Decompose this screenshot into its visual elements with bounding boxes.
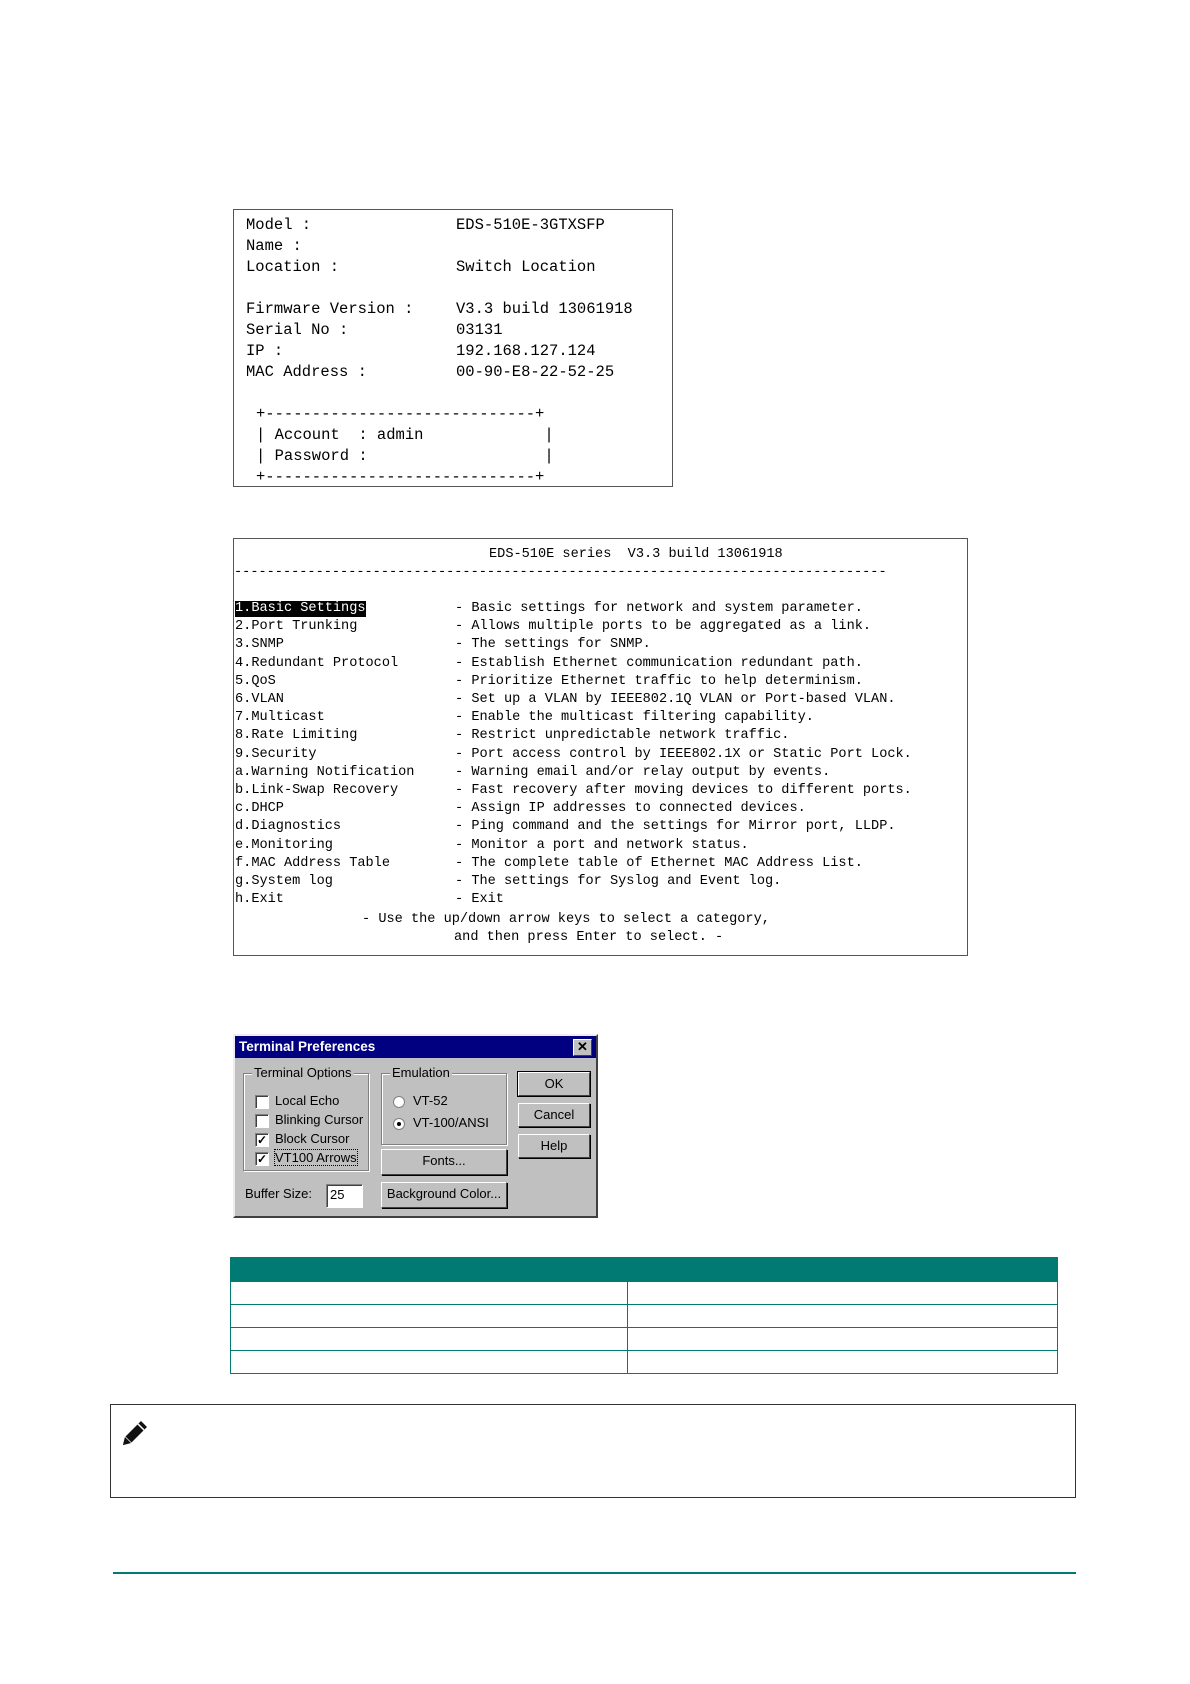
menu-item-description: - Port access control by IEEE802.1X or Static Port Lock. (455, 746, 912, 762)
table-row (231, 1328, 1058, 1351)
local-echo-label: Local Echo (275, 1093, 340, 1108)
menu-item-label[interactable]: 8.Rate Limiting (235, 728, 358, 744)
settings-table (230, 1257, 1058, 1374)
ok-button[interactable]: OK (518, 1072, 590, 1096)
menu-item-description: - Allows multiple ports to be aggregated as a link. (455, 619, 872, 635)
model-value: EDS-510E-3GTXSFP (456, 216, 605, 234)
table-cell (231, 1328, 628, 1351)
table-cell (628, 1328, 1058, 1351)
name-label: Name : (246, 237, 302, 255)
fonts-button[interactable]: Fonts... (381, 1149, 507, 1175)
blinking-cursor-checkbox[interactable] (255, 1114, 269, 1128)
table-header-row (231, 1258, 1058, 1282)
menu-item-label[interactable]: 4.Redundant Protocol (235, 655, 399, 671)
buffer-size-input[interactable]: 25 (326, 1184, 363, 1208)
footer-rule (113, 1572, 1076, 1574)
menu-footer-line-1: - Use the up/down arrow keys to select a category, (362, 912, 770, 927)
menu-item-description: - Monitor a port and network status. (455, 837, 749, 853)
menu-item-label[interactable]: d.Diagnostics (235, 819, 342, 835)
help-button[interactable]: Help (518, 1134, 590, 1158)
menu-item-description: - Set up a VLAN by IEEE802.1Q VLAN or Port-based VLAN. (455, 692, 896, 707)
vt100-label: VT-100/ANSI (413, 1115, 489, 1130)
account-line: | Account : admin | (256, 426, 554, 444)
firmware-label: Firmware Version : (246, 300, 414, 318)
menu-item-description: - Ping command and the settings for Mirror port, LLDP. (455, 819, 896, 835)
cancel-button[interactable]: Cancel (518, 1103, 590, 1127)
menu-item-description: - The complete table of Ethernet MAC Address List. (455, 855, 863, 871)
menu-item-label[interactable]: h.Exit (235, 892, 284, 908)
menu-item-description: - Basic settings for network and system parameter. (455, 601, 863, 616)
table-cell (628, 1305, 1058, 1328)
ip-value: 192.168.127.124 (456, 342, 596, 360)
menu-item-description: - Fast recovery after moving devices to different ports. (455, 783, 912, 798)
menu-item-description: - Establish Ethernet communication redundant path. (455, 655, 863, 671)
menu-item-label[interactable]: c.DHCP (235, 801, 284, 817)
vt100-arrows-label: VT100 Arrows (275, 1150, 357, 1165)
menu-separator: -------------------------------------------------------------------------------- (234, 565, 887, 580)
menu-item-description: - Exit (455, 892, 504, 908)
firmware-value: V3.3 build 13061918 (456, 300, 633, 318)
local-echo-checkbox[interactable] (255, 1095, 269, 1109)
table-cell (628, 1282, 1058, 1305)
dialog-title: Terminal Preferences (235, 1036, 596, 1058)
terminal-preferences-dialog (233, 1034, 598, 1218)
menu-item-description: - Enable the multicast filtering capability. (455, 710, 814, 726)
menu-item-label[interactable]: g.System log (235, 874, 333, 889)
close-icon[interactable]: ✕ (573, 1039, 592, 1056)
serial-label: Serial No : (246, 321, 349, 339)
table-header-cell (231, 1258, 628, 1282)
location-label: Location : (246, 258, 340, 276)
login-screen-screenshot (233, 209, 673, 487)
location-value: Switch Location (456, 258, 596, 276)
table-row (231, 1351, 1058, 1374)
background-color-button[interactable]: Background Color... (381, 1182, 507, 1208)
pencil-icon (117, 1415, 153, 1451)
emulation-label: Emulation (392, 1065, 450, 1080)
menu-item-label[interactable]: b.Link-Swap Recovery (235, 783, 399, 798)
table-cell (628, 1351, 1058, 1374)
menu-item-label[interactable]: 2.Port Trunking (235, 619, 358, 635)
menu-item-description: - Prioritize Ethernet traffic to help determinism. (455, 673, 863, 689)
menu-item-label[interactable]: 7.Multicast (235, 710, 325, 726)
vt100-radio[interactable] (393, 1118, 405, 1130)
note-box (110, 1404, 1076, 1498)
table-header-cell (628, 1258, 1058, 1282)
model-label: Model : (246, 216, 312, 234)
menu-item-label[interactable]: 1.Basic Settings (235, 601, 366, 616)
menu-item-description: - Warning email and/or relay output by events. (455, 764, 831, 780)
menu-item-label[interactable]: 6.VLAN (235, 692, 284, 707)
menu-item-description: - Assign IP addresses to connected devices. (455, 801, 806, 817)
vt52-radio[interactable] (393, 1096, 405, 1108)
menu-item-label[interactable]: 5.QoS (235, 673, 276, 689)
vt52-label: VT-52 (413, 1093, 448, 1108)
main-menu-screenshot (233, 538, 968, 956)
menu-header: EDS-510E series V3.3 build 13061918 (489, 547, 783, 562)
table-cell (231, 1282, 628, 1305)
menu-item-label[interactable]: 3.SNMP (235, 637, 284, 653)
table-row (231, 1282, 1058, 1305)
menu-footer-line-2: and then press Enter to select. - (454, 930, 724, 945)
buffer-size-label: Buffer Size: (245, 1186, 312, 1201)
menu-item-label[interactable]: a.Warning Notification (235, 764, 415, 780)
block-cursor-label: Block Cursor (275, 1131, 350, 1146)
mac-label: MAC Address : (246, 363, 367, 381)
menu-item-label[interactable]: f.MAC Address Table (235, 855, 390, 871)
terminal-options-label: Terminal Options (254, 1065, 352, 1080)
login-border-bottom: +-----------------------------+ (256, 468, 545, 486)
password-line: | Password : | (256, 447, 554, 465)
menu-item-label[interactable]: 9.Security (235, 746, 317, 762)
table-cell (231, 1351, 628, 1374)
emulation-group (381, 1065, 507, 1145)
menu-item-label[interactable]: e.Monitoring (235, 837, 333, 853)
menu-item-description: - Restrict unpredictable network traffic. (455, 728, 790, 744)
blinking-cursor-label: Blinking Cursor (275, 1112, 364, 1127)
vt100-arrows-checkbox[interactable]: ✓ (256, 1152, 268, 1166)
ip-label: IP : (246, 342, 284, 360)
mac-value: 00-90-E8-22-52-25 (456, 363, 615, 381)
table-row (231, 1305, 1058, 1328)
menu-item-description: - The settings for Syslog and Event log. (455, 874, 782, 889)
menu-item-description: - The settings for SNMP. (455, 637, 651, 653)
block-cursor-checkbox[interactable]: ✓ (256, 1133, 268, 1147)
table-cell (231, 1305, 628, 1328)
login-border-top: +-----------------------------+ (256, 405, 545, 423)
serial-value: 03131 (456, 321, 503, 339)
